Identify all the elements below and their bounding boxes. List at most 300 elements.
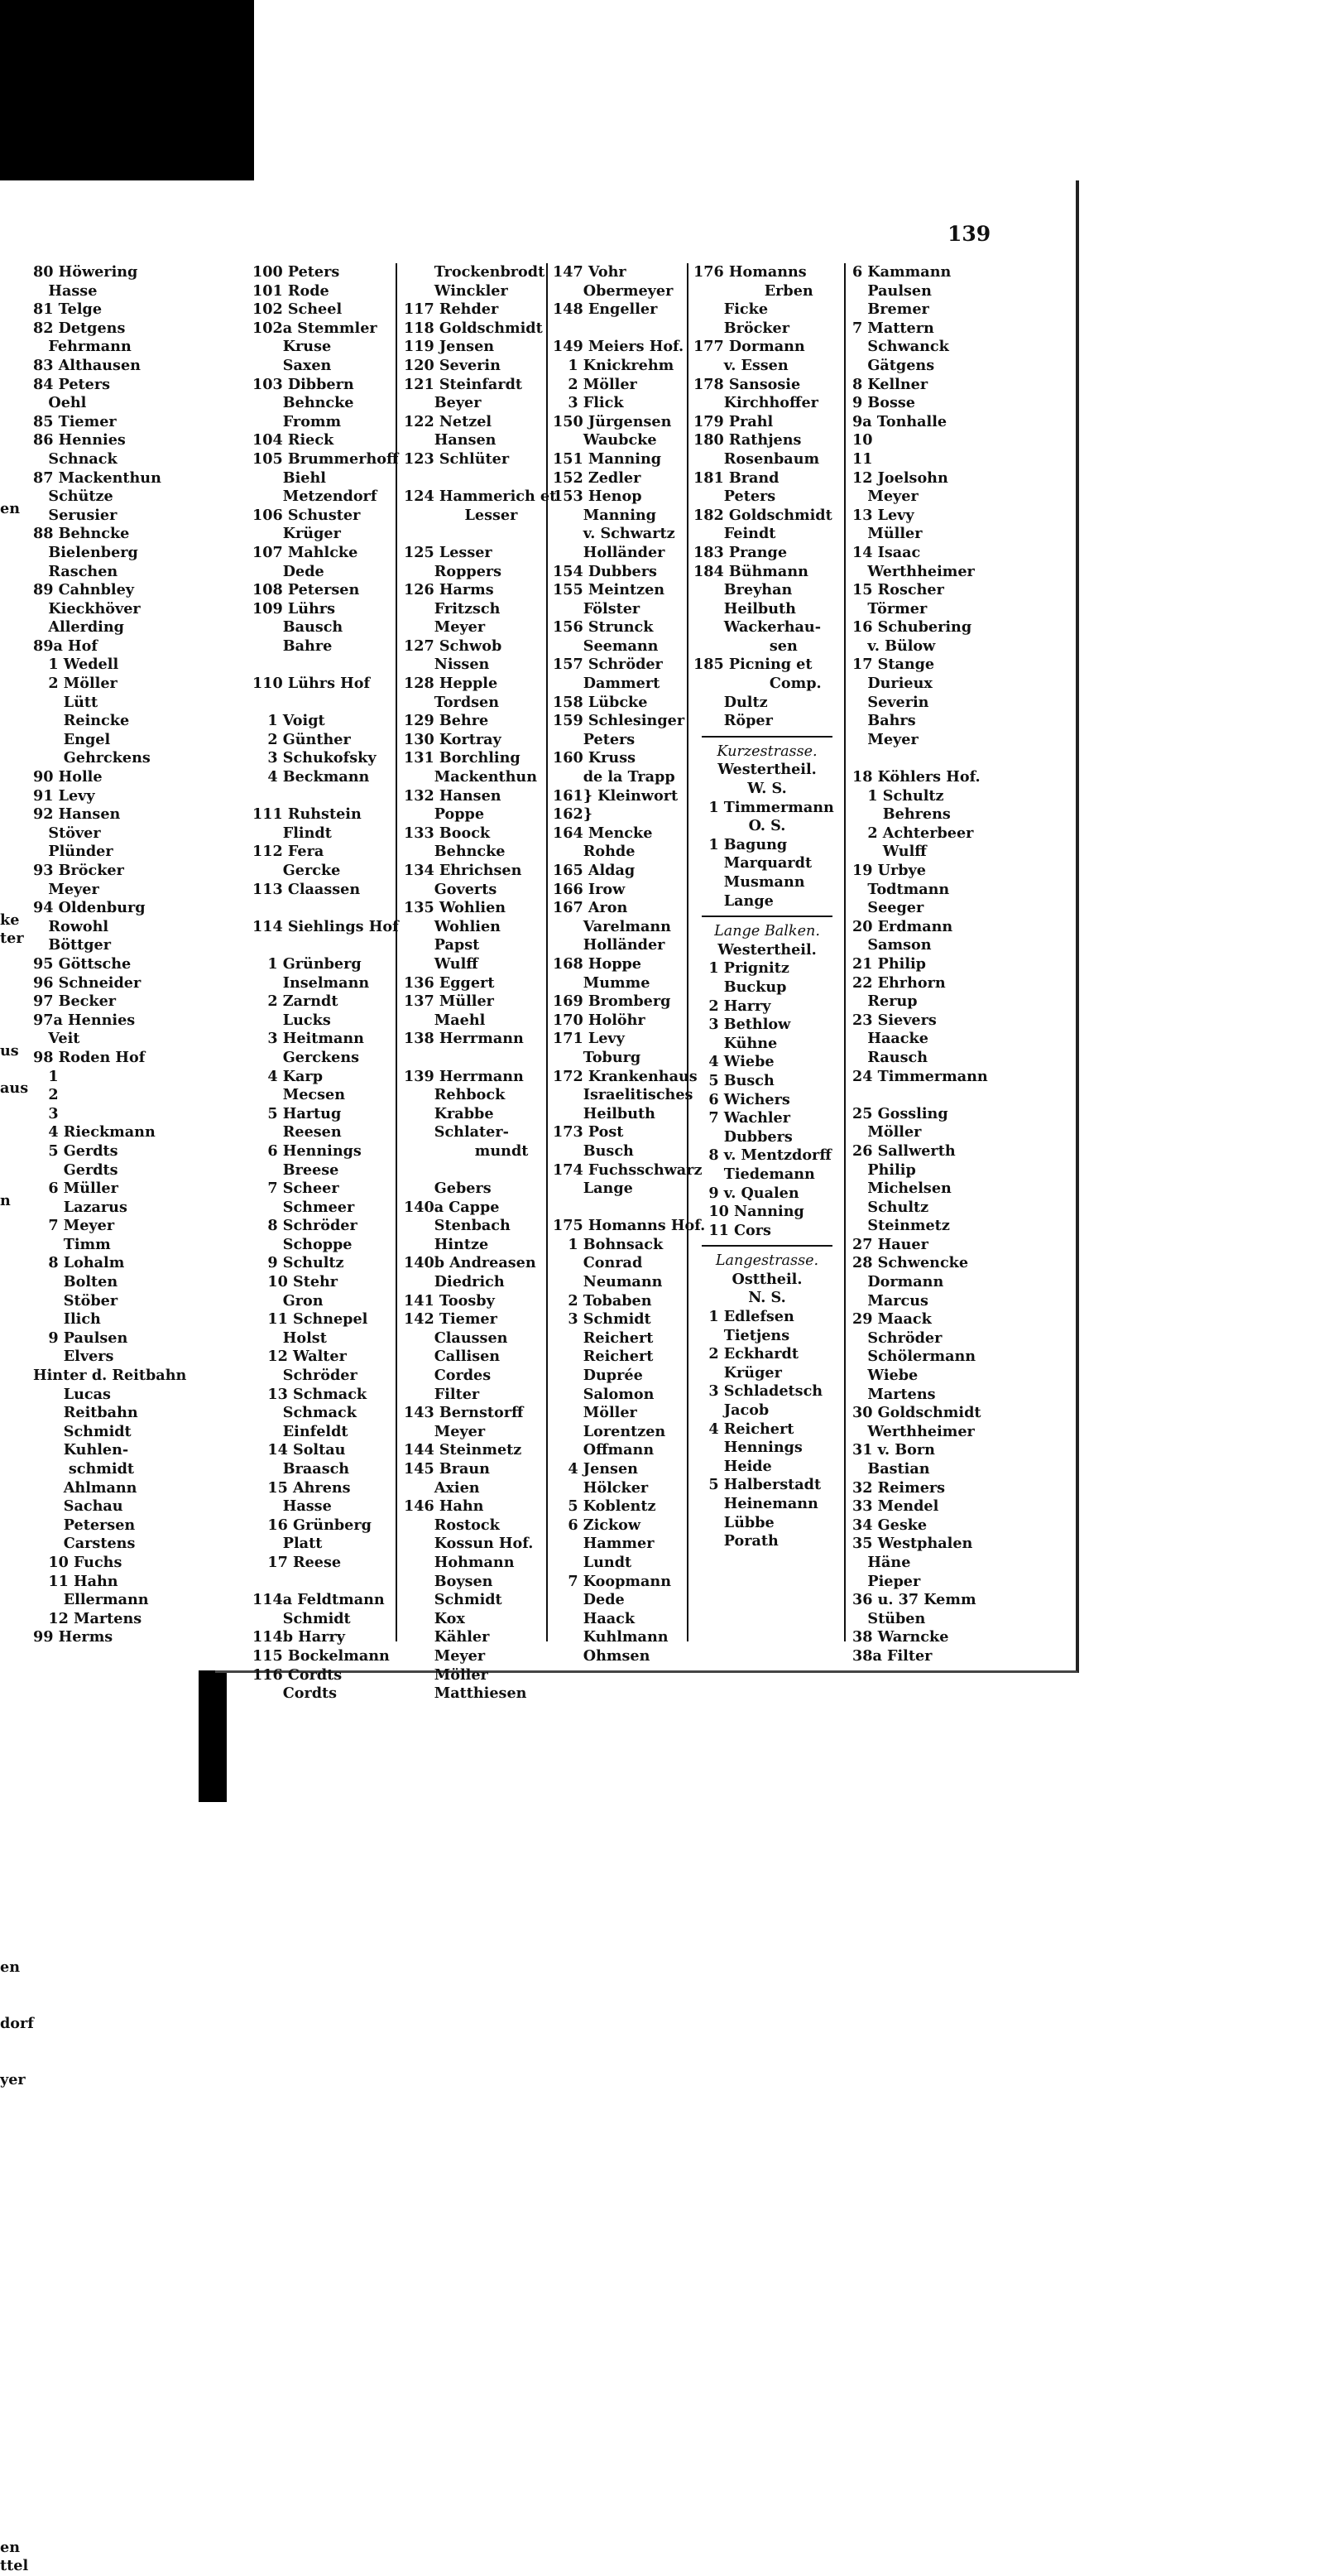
directory-line: Werthheimer bbox=[852, 562, 975, 580]
directory-line: Müller bbox=[852, 525, 923, 543]
directory-line: Törmer bbox=[852, 599, 928, 618]
directory-line bbox=[0, 1603, 34, 1622]
directory-line: Hasse bbox=[33, 281, 98, 300]
directory-line: Fromm bbox=[252, 412, 342, 430]
directory-line bbox=[404, 469, 556, 488]
directory-line: 2 Zarndt bbox=[252, 992, 338, 1011]
directory-line: Hennings bbox=[693, 1439, 803, 1457]
directory-line bbox=[0, 574, 34, 594]
directory-line: 8 Kellner bbox=[852, 375, 928, 393]
directory-line: Martens bbox=[852, 1385, 936, 1403]
directory-line bbox=[553, 320, 705, 339]
directory-line: 137 Müller bbox=[404, 992, 494, 1011]
directory-line: ttel bbox=[0, 2557, 29, 2575]
directory-line: 170 Holöhr bbox=[553, 1011, 645, 1029]
directory-line bbox=[0, 1155, 34, 1174]
directory-line: 16 Schubering bbox=[852, 618, 972, 637]
directory-line: 34 Geske bbox=[852, 1516, 928, 1534]
directory-line: 21 Philip bbox=[852, 954, 926, 973]
directory-line: 3 Bethlow bbox=[693, 1016, 791, 1034]
directory-line: Meyer bbox=[33, 880, 99, 898]
directory-line: Lucas bbox=[33, 1385, 111, 1403]
directory-line: 5 Gerdts bbox=[33, 1141, 118, 1160]
directory-line bbox=[553, 1199, 705, 1218]
directory-line: Dultz bbox=[693, 693, 768, 711]
directory-line: Manning bbox=[553, 506, 656, 524]
directory-line: Reincke bbox=[33, 712, 130, 730]
directory-line: 38 Warncke bbox=[852, 1628, 949, 1646]
directory-line bbox=[0, 1790, 34, 1809]
directory-line: 150 Jürgensen bbox=[553, 412, 672, 430]
directory-line: 144 Steinmetz bbox=[404, 1441, 522, 1459]
directory-line bbox=[252, 899, 399, 918]
directory-line: Fritzsch bbox=[404, 599, 501, 618]
directory-line: 157 Schröder bbox=[553, 656, 663, 674]
directory-line bbox=[0, 556, 34, 575]
directory-line: Wiebe bbox=[852, 1367, 919, 1385]
directory-line bbox=[252, 694, 399, 713]
directory-line: Raschen bbox=[33, 562, 118, 580]
directory-line: 131 Borchling bbox=[404, 749, 520, 767]
directory-line: 2 Harry bbox=[693, 997, 771, 1015]
directory-line bbox=[0, 2183, 34, 2202]
directory-line bbox=[0, 1660, 34, 1679]
directory-line bbox=[0, 2314, 34, 2333]
directory-line: 14 Isaac bbox=[852, 543, 921, 561]
directory-line: Fölster bbox=[553, 599, 640, 618]
directory-line: 11 Schnepel bbox=[252, 1310, 368, 1329]
directory-line bbox=[0, 2033, 34, 2052]
directory-line: Gerdts bbox=[33, 1161, 118, 1179]
directory-line: Kuhlen- bbox=[33, 1441, 129, 1459]
directory-line: 12 Martens bbox=[33, 1609, 142, 1627]
directory-line: Tiedemann bbox=[693, 1165, 815, 1183]
directory-line: Bolten bbox=[33, 1273, 118, 1291]
directory-line: 105 Brummerhoff bbox=[252, 449, 399, 468]
street-heading-langestrasse: Langestrasse. bbox=[715, 1252, 819, 1270]
column-5-entries bbox=[693, 263, 841, 731]
directory-line: Rosenbaum bbox=[693, 449, 820, 468]
directory-line: Plünder bbox=[33, 843, 113, 861]
directory-line: Inselmann bbox=[252, 973, 370, 992]
directory-line: Kuhlmann bbox=[553, 1628, 669, 1646]
directory-line: Durieux bbox=[852, 675, 933, 693]
directory-line: Holländer bbox=[553, 543, 665, 561]
directory-line bbox=[0, 2146, 34, 2165]
directory-line bbox=[0, 1715, 34, 1734]
directory-line: Ohmsen bbox=[553, 1646, 650, 1665]
directory-line: 106 Schuster bbox=[252, 506, 361, 524]
directory-line: Engel bbox=[33, 730, 111, 748]
directory-line: 160 Kruss bbox=[553, 749, 636, 767]
directory-line bbox=[0, 631, 34, 650]
directory-line: 103 Dibbern bbox=[252, 375, 354, 393]
directory-line: Tietjens bbox=[693, 1326, 790, 1344]
directory-line: 130 Kortray bbox=[404, 730, 501, 748]
directory-line: Schoppe bbox=[252, 1235, 353, 1253]
directory-line bbox=[0, 1473, 34, 1492]
directory-line: 124 Hammerich et bbox=[404, 488, 557, 506]
directory-line: 2 Günther bbox=[252, 730, 351, 748]
directory-line: Hohmann bbox=[404, 1553, 515, 1571]
directory-line bbox=[852, 1086, 988, 1105]
directory-line: 1 Voigt bbox=[252, 712, 325, 730]
directory-line bbox=[0, 1753, 34, 1772]
directory-line: 133 Boock bbox=[404, 824, 491, 842]
directory-line: 22 Ehrhorn bbox=[852, 973, 946, 992]
directory-line: Kähler bbox=[404, 1628, 490, 1646]
directory-line bbox=[0, 1884, 34, 1903]
directory-line bbox=[252, 1573, 399, 1592]
directory-line: 2 Achterbeer bbox=[852, 824, 974, 842]
address-column-6 bbox=[852, 263, 988, 1666]
directory-line bbox=[0, 1641, 34, 1660]
directory-line: 28 Schwencke bbox=[852, 1254, 969, 1272]
directory-line: Flindt bbox=[252, 824, 332, 842]
directory-line: Fehrmann bbox=[33, 338, 132, 356]
directory-line: 12 Joelsohn bbox=[852, 469, 948, 487]
directory-line: 3 Flick bbox=[553, 394, 624, 412]
directory-line bbox=[0, 1210, 34, 1229]
directory-line bbox=[0, 1136, 34, 1155]
directory-line: ter bbox=[0, 930, 24, 948]
directory-line bbox=[0, 874, 34, 893]
directory-line bbox=[0, 986, 34, 1005]
directory-line: 149 Meiers Hof. bbox=[553, 338, 684, 356]
directory-line bbox=[0, 949, 34, 968]
directory-line: 2 Möller bbox=[553, 375, 637, 393]
directory-line: 29 Maack bbox=[852, 1310, 932, 1329]
directory-line: Israelitisches bbox=[553, 1086, 693, 1104]
directory-line: Schwanck bbox=[852, 338, 949, 356]
directory-line: Stöver bbox=[33, 824, 101, 842]
directory-line: Rohde bbox=[553, 843, 636, 861]
directory-line: Jacob bbox=[693, 1401, 770, 1420]
directory-line: 84 Peters bbox=[33, 375, 111, 393]
directory-line: Reesen bbox=[252, 1123, 342, 1141]
directory-line: Bröcker bbox=[693, 319, 789, 337]
directory-line bbox=[0, 537, 34, 556]
directory-line: Mecsen bbox=[252, 1086, 346, 1104]
directory-line: ke bbox=[0, 911, 20, 929]
directory-line: 3 bbox=[33, 1104, 59, 1122]
directory-line: 1 Wedell bbox=[33, 656, 119, 674]
directory-line bbox=[0, 1566, 34, 1585]
directory-line bbox=[0, 481, 34, 500]
directory-line: Callisen bbox=[404, 1348, 501, 1366]
directory-line: 135 Wohlien bbox=[404, 899, 506, 917]
directory-line: 2 Tobaben bbox=[553, 1291, 652, 1310]
directory-line: Porath bbox=[693, 1532, 779, 1550]
directory-line: 162} bbox=[553, 805, 593, 824]
directory-line bbox=[0, 1547, 34, 1566]
directory-line: Ilich bbox=[33, 1310, 101, 1329]
directory-line: 176 Homanns bbox=[693, 263, 807, 281]
directory-line: 25 Gossling bbox=[852, 1104, 948, 1122]
directory-line: Krüger bbox=[693, 1363, 782, 1382]
directory-line: Kruse bbox=[252, 338, 332, 356]
directory-line: Nissen bbox=[404, 656, 490, 674]
directory-line bbox=[0, 1454, 34, 1473]
directory-line: 5 Halberstadt bbox=[693, 1476, 822, 1494]
directory-line: Möller bbox=[404, 1665, 488, 1684]
directory-line: Heilbuth bbox=[553, 1104, 655, 1122]
directory-line bbox=[0, 1734, 34, 1753]
directory-line: 8 Lohalm bbox=[33, 1254, 125, 1272]
directory-line: Lazarus bbox=[33, 1198, 127, 1216]
directory-line: 3 Schukofsky bbox=[252, 749, 377, 767]
directory-line: 9a Tonhalle bbox=[852, 412, 947, 430]
street-heading-kurzestrasse: Kurzestrasse. bbox=[717, 743, 818, 760]
directory-line bbox=[852, 749, 988, 768]
directory-line bbox=[0, 2052, 34, 2071]
directory-line: Dubbers bbox=[693, 1127, 793, 1146]
directory-line: Oehl bbox=[33, 394, 87, 412]
directory-line: 143 Bernstorff bbox=[404, 1404, 524, 1422]
directory-line: Hasse bbox=[252, 1497, 332, 1516]
directory-line: Varelmann bbox=[553, 917, 671, 935]
directory-line: 89a Hof bbox=[33, 637, 98, 655]
directory-line bbox=[0, 1342, 34, 1361]
directory-line bbox=[0, 1809, 34, 1828]
directory-line: Lesser bbox=[404, 506, 518, 524]
directory-line: 180 Rathjens bbox=[693, 431, 802, 449]
directory-line: Axien bbox=[404, 1478, 480, 1497]
directory-line: Gron bbox=[252, 1291, 324, 1310]
directory-line: Duprée bbox=[553, 1367, 643, 1385]
directory-line bbox=[0, 1584, 34, 1603]
directory-line: Offmann bbox=[553, 1441, 655, 1459]
directory-line: Schnack bbox=[33, 449, 118, 468]
directory-line: Todtmann bbox=[852, 880, 950, 898]
left-page-edge-text bbox=[0, 444, 34, 2576]
directory-line: 19 Urbye bbox=[852, 862, 926, 879]
directory-line: Winckler bbox=[404, 281, 508, 300]
directory-line: Rerup bbox=[852, 992, 918, 1011]
directory-line: 1 Bohnsack bbox=[553, 1235, 664, 1253]
directory-line: Dormann bbox=[852, 1273, 944, 1291]
directory-line: Metzendorf bbox=[252, 488, 377, 506]
directory-line bbox=[0, 2426, 34, 2445]
directory-line: Serusier bbox=[33, 506, 118, 524]
directory-line: Meyer bbox=[404, 618, 486, 637]
directory-line: 114 Siehlings Hof bbox=[252, 917, 399, 935]
directory-line: Petersen bbox=[33, 1516, 136, 1534]
directory-line: 80 Höwering bbox=[33, 263, 138, 281]
directory-line: Dede bbox=[553, 1591, 625, 1609]
directory-line: Rowohl bbox=[33, 917, 109, 935]
directory-line: 10 Nanning bbox=[693, 1203, 804, 1221]
directory-line: Schröder bbox=[852, 1329, 943, 1347]
directory-line: 173 Post bbox=[553, 1123, 624, 1141]
directory-line bbox=[0, 1061, 34, 1080]
directory-line: 6 Hennings bbox=[252, 1141, 362, 1160]
directory-line: 138 Herrmann bbox=[404, 1030, 524, 1048]
directory-line: 121 Steinfardt bbox=[404, 375, 523, 393]
directory-line: 1 Edlefsen bbox=[693, 1308, 794, 1326]
directory-line: Stöber bbox=[33, 1291, 118, 1310]
directory-line: 112 Fera bbox=[252, 843, 324, 861]
directory-line bbox=[0, 1286, 34, 1305]
directory-line bbox=[0, 1771, 34, 1790]
directory-line: Bremer bbox=[852, 300, 929, 319]
directory-line: 169 Bromberg bbox=[553, 992, 671, 1011]
directory-line bbox=[252, 787, 399, 806]
directory-line: dorf bbox=[0, 2014, 34, 2032]
directory-line: n bbox=[0, 1191, 11, 1209]
directory-line: 1 Grünberg bbox=[252, 954, 362, 973]
directory-line: 14 Soltau bbox=[252, 1441, 346, 1459]
directory-line: 7 Koopmann bbox=[553, 1572, 672, 1590]
directory-line: 102 Scheel bbox=[252, 300, 343, 319]
directory-line: Peters bbox=[553, 730, 636, 748]
directory-line: Kieckhöver bbox=[33, 599, 141, 618]
directory-line bbox=[252, 656, 399, 675]
directory-line bbox=[0, 2501, 34, 2520]
directory-line: Einfeldt bbox=[252, 1422, 348, 1440]
street-heading-lange-balken: Lange Balken. bbox=[714, 923, 820, 940]
directory-line: en bbox=[0, 1958, 20, 1977]
directory-line: Maehl bbox=[404, 1011, 486, 1029]
directory-line: 9 v. Qualen bbox=[693, 1184, 799, 1202]
directory-line bbox=[0, 1996, 34, 2015]
directory-line: 117 Rehder bbox=[404, 300, 499, 319]
address-column-5 bbox=[693, 263, 841, 1551]
directory-line bbox=[0, 2352, 34, 2371]
directory-line: Goverts bbox=[404, 880, 497, 898]
directory-line: Möller bbox=[852, 1123, 922, 1141]
directory-line: 174 Fuchsschwarz bbox=[553, 1161, 703, 1179]
directory-line bbox=[0, 2520, 34, 2539]
directory-line: Behncke bbox=[252, 394, 354, 412]
directory-line: 4 Reichert bbox=[693, 1420, 794, 1438]
directory-line bbox=[0, 2220, 34, 2239]
directory-line: 114a Feldtmann bbox=[252, 1591, 385, 1609]
directory-line: 3 Schmidt bbox=[553, 1310, 651, 1329]
directory-line: Bahrs bbox=[852, 712, 916, 730]
directory-line: 4 Karp bbox=[252, 1067, 324, 1085]
directory-line: Boysen bbox=[404, 1572, 493, 1590]
directory-line: 128 Hepple bbox=[404, 675, 498, 693]
directory-line bbox=[0, 1266, 34, 1286]
directory-line: Haacke bbox=[852, 1030, 928, 1048]
directory-line: Möller bbox=[553, 1404, 637, 1422]
directory-line bbox=[0, 1940, 34, 1959]
directory-line bbox=[0, 2407, 34, 2426]
directory-line: 177 Dormann bbox=[693, 338, 805, 356]
directory-line: Lange bbox=[693, 892, 774, 910]
directory-line: Holländer bbox=[553, 936, 665, 954]
directory-line: Meyer bbox=[404, 1646, 486, 1665]
directory-line: 10 Fuchs bbox=[33, 1553, 122, 1571]
directory-line: Krüger bbox=[252, 525, 341, 543]
directory-line: Cordes bbox=[404, 1367, 492, 1385]
directory-line: 147 Vohr bbox=[553, 263, 626, 281]
directory-line: 4 Rieckmann bbox=[33, 1123, 156, 1141]
directory-line: 120 Severin bbox=[404, 356, 501, 374]
left-page bbox=[0, 180, 218, 2575]
directory-line: 164 Mencke bbox=[553, 824, 653, 842]
directory-line bbox=[0, 1005, 34, 1024]
directory-line bbox=[0, 1360, 34, 1379]
directory-line bbox=[0, 463, 34, 482]
directory-line: 7 Mattern bbox=[852, 319, 934, 337]
subheading: Westertheil. bbox=[717, 761, 817, 779]
directory-line: 5 Koblentz bbox=[553, 1497, 656, 1516]
directory-line bbox=[0, 2295, 34, 2314]
directory-line bbox=[0, 1491, 34, 1510]
directory-line: de la Trapp bbox=[553, 768, 675, 786]
directory-line bbox=[0, 1304, 34, 1323]
directory-line: 4 Wiebe bbox=[693, 1053, 775, 1071]
directory-line: Philip bbox=[852, 1161, 916, 1179]
directory-line bbox=[0, 724, 34, 743]
directory-line: Marcus bbox=[852, 1291, 928, 1310]
directory-line: 89 Cahnbley bbox=[33, 581, 134, 599]
directory-line: 1 bbox=[33, 1067, 59, 1085]
directory-line: 146 Hahn bbox=[404, 1497, 484, 1516]
directory-line: 4 Jensen bbox=[553, 1460, 638, 1478]
directory-line: Bahre bbox=[252, 637, 333, 655]
directory-line: Braasch bbox=[252, 1460, 350, 1478]
directory-line bbox=[0, 2333, 34, 2352]
directory-line: Heide bbox=[693, 1457, 772, 1475]
directory-line: Samson bbox=[852, 936, 932, 954]
directory-line: 95 Göttsche bbox=[33, 954, 132, 973]
directory-line: Rehbock bbox=[404, 1086, 506, 1104]
directory-line: Kossun Hof. bbox=[404, 1535, 534, 1553]
directory-line: Schmidt bbox=[252, 1609, 351, 1627]
directory-line: Behncke bbox=[404, 843, 506, 861]
directory-line bbox=[0, 668, 34, 687]
directory-line: 154 Dubbers bbox=[553, 562, 657, 580]
directory-line: 134 Ehrichsen bbox=[404, 862, 522, 879]
directory-line: Allerding bbox=[33, 618, 124, 637]
directory-line: Severin bbox=[852, 693, 929, 711]
directory-line: Comp. bbox=[693, 675, 822, 693]
directory-line: 104 Rieck bbox=[252, 431, 334, 449]
directory-line: Carstens bbox=[33, 1535, 136, 1553]
directory-line: Seemann bbox=[553, 637, 659, 655]
directory-line bbox=[0, 1379, 34, 1398]
directory-line: 2 bbox=[33, 1086, 59, 1104]
directory-line: 8 v. Mentzdorff bbox=[693, 1146, 832, 1165]
directory-line: Hintze bbox=[404, 1235, 489, 1253]
directory-line: Schmack bbox=[252, 1404, 357, 1422]
address-column-2 bbox=[252, 263, 399, 1704]
directory-line: Lundt bbox=[553, 1553, 632, 1571]
directory-line bbox=[0, 594, 34, 613]
directory-line: mundt bbox=[404, 1141, 529, 1160]
directory-line: 90 Holle bbox=[33, 768, 103, 786]
directory-line: Breyhan bbox=[693, 581, 793, 599]
directory-line: 33 Mendel bbox=[852, 1497, 939, 1516]
directory-line: 9 Schultz bbox=[252, 1254, 344, 1272]
directory-line: Busch bbox=[553, 1141, 634, 1160]
directory-line: 24 Timmermann bbox=[852, 1067, 988, 1085]
directory-line: Pieper bbox=[852, 1572, 921, 1590]
directory-line: Michelsen bbox=[852, 1180, 952, 1198]
directory-line: Sachau bbox=[33, 1497, 123, 1516]
directory-line: schmidt bbox=[33, 1460, 135, 1478]
directory-line: aus bbox=[0, 1079, 29, 1098]
directory-line: 23 Sievers bbox=[852, 1011, 937, 1029]
directory-line bbox=[0, 2389, 34, 2408]
subheading: Westertheil. bbox=[717, 940, 817, 959]
directory-line: Lorentzen bbox=[553, 1422, 666, 1440]
directory-line: Filter bbox=[404, 1385, 480, 1403]
directory-line: 6 Kammann bbox=[852, 263, 952, 281]
